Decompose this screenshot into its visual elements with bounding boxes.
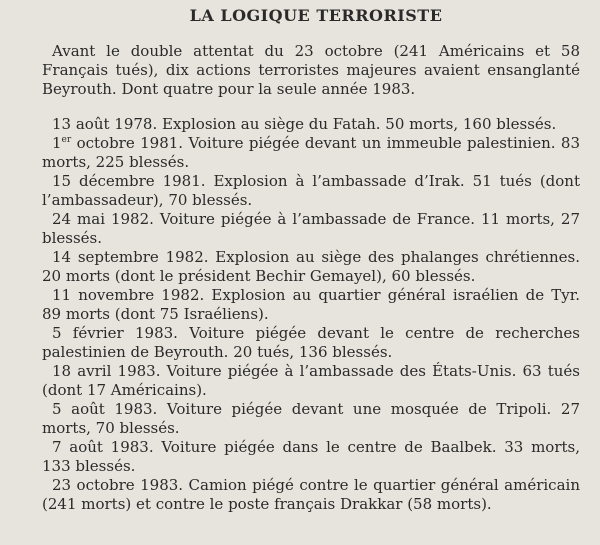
event-item: 23 octobre 1983. Camion piégé contre le quartier général américain (241 morts) et contre le poste français Drakkar (58 morts).	[42, 476, 580, 513]
event-item: 13 août 1978. Explosion au siège du Fatah. 50 morts, 160 blessés.	[52, 115, 557, 133]
event-item: 5 août 1983. Voiture piégée devant une mosquée de Tripoli. 27 morts, 70 blessés.	[42, 400, 580, 437]
event-item: 11 novembre 1982. Explosion au quartier général israélien de Tyr. 89 morts (dont 75 Israéliens).	[42, 286, 580, 323]
event-item: 24 mai 1982. Voiture piégée à l’ambassade de France. 11 morts, 27 blessés.	[42, 210, 580, 247]
event-item: 18 avril 1983. Voiture piégée à l’ambassade des États-Unis. 63 tués (dont 17 Américains).	[42, 362, 580, 399]
event-item: 1er octobre 1981. Voiture piégée devant un immeuble palestinien. 83 morts, 225 blessés.	[42, 134, 580, 171]
event-item: 15 décembre 1981. Explosion à l’ambassade d’Irak. 51 tués (dont l’ambassadeur), 70 blessés.	[42, 172, 580, 209]
event-item: 5 février 1983. Voiture piégée devant le centre de recherches palestinien de Beyrouth. 20 tués, 136 blessés.	[42, 324, 580, 361]
event-list	[42, 115, 580, 514]
article-title: LA LOGIQUE TERRORISTE	[189, 6, 443, 25]
intro-paragraph: Avant le double attentat du 23 octobre (241 Américains et 58 Français tués), dix actions terroristes majeures avaient ensanglanté Beyrouth. Dont quatre pour la seule année 1983.	[42, 42, 580, 98]
event-item: 14 septembre 1982. Explosion au siège des phalanges chrétiennes. 20 morts (dont le président Bechir Gemayel), 60 blessés.	[42, 248, 580, 285]
event-item: 7 août 1983. Voiture piégée dans le centre de Baalbek. 33 morts, 133 blessés.	[42, 438, 580, 475]
